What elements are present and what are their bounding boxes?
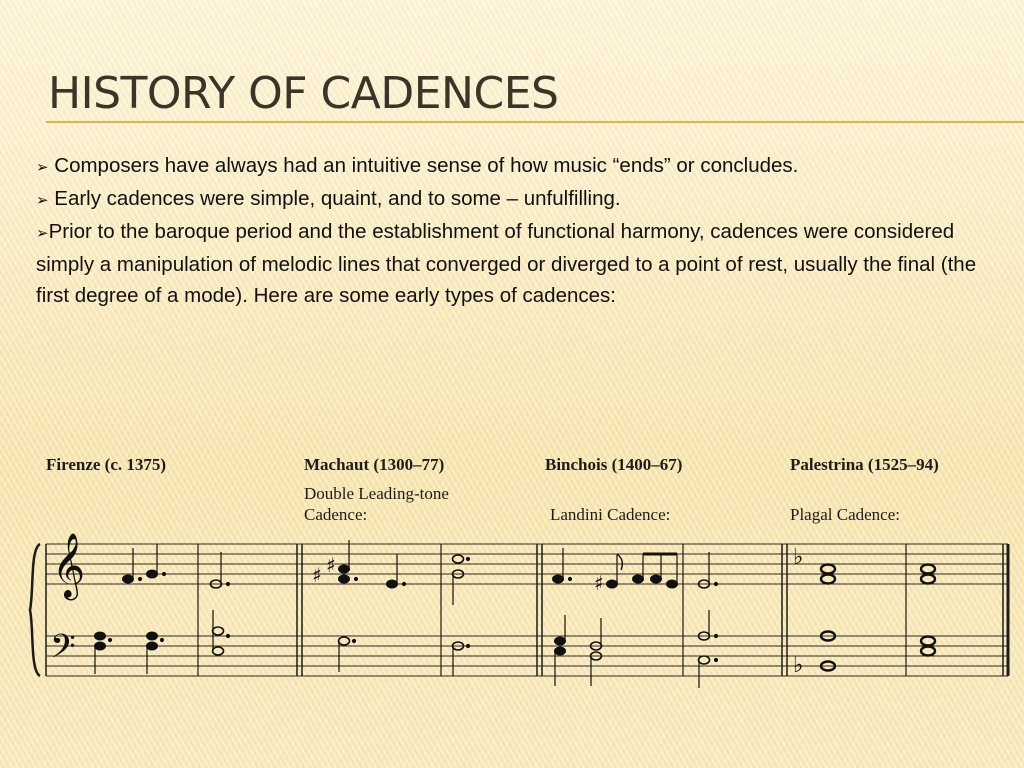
treble-clef-icon: 𝄞 <box>52 533 86 598</box>
slide-title: HISTORY OF CADENCES <box>48 68 559 119</box>
note-head <box>213 627 224 635</box>
note-head <box>607 580 618 588</box>
note-head <box>555 637 566 645</box>
whole-note <box>821 565 835 574</box>
arrowhead-bullet-icon: ➢ <box>36 224 49 242</box>
example-composer: Binchois (1400–67) <box>545 455 683 474</box>
flat-icon: ♭ <box>793 545 804 570</box>
title-underline <box>46 121 1024 123</box>
bullet-text: Prior to the baroque period and the establishment of functional harmony, cadences were considered simply a manipulation of melodic lines that converged or diverged to a point of rest, usually the final (the first degree of a mode). Here are some early types of cadences: <box>36 220 977 307</box>
example-notes <box>821 565 935 671</box>
note-head <box>555 647 566 655</box>
bullet-text: Early cadences were simple, quaint, and to some – unfulfilling. <box>48 187 621 210</box>
note-head <box>95 632 106 640</box>
treble-staff <box>46 544 1008 584</box>
example-composer: Firenze (c. 1375) <box>46 455 167 474</box>
example-label: Landini Cadence: <box>550 505 671 524</box>
note-head <box>453 555 464 563</box>
note-head <box>651 575 662 583</box>
note-head <box>667 580 678 588</box>
bullet-item <box>36 150 996 183</box>
whole-note <box>921 565 935 574</box>
note-head <box>553 575 564 583</box>
note-head <box>339 575 350 583</box>
whole-note <box>921 575 935 584</box>
music-score-figure <box>0 440 1024 690</box>
example-composer: Palestrina (1525–94) <box>790 455 939 474</box>
example-label: Cadence: <box>304 505 368 524</box>
note-head <box>633 575 644 583</box>
whole-note <box>921 637 935 646</box>
bullet-item <box>36 216 996 311</box>
example-notes <box>553 548 718 688</box>
bass-staff <box>46 636 1008 676</box>
note-head <box>699 656 710 664</box>
note-head <box>339 637 350 645</box>
example-composer: Machaut (1300–77) <box>304 455 445 474</box>
flat-icon: ♭ <box>793 653 804 678</box>
note-head <box>387 580 398 588</box>
example-label: Plagal Cadence: <box>790 505 900 524</box>
sharp-icon: ♯ <box>594 571 604 595</box>
note-head <box>95 642 106 650</box>
whole-note <box>921 647 935 656</box>
note-head <box>147 642 158 650</box>
sharp-icon: ♯ <box>326 553 336 577</box>
whole-note <box>821 575 835 584</box>
bass-clef-icon: 𝄢 <box>50 628 76 674</box>
note-head <box>147 632 158 640</box>
arrowhead-bullet-icon: ➢ <box>36 191 49 209</box>
example-label: Double Leading-tone <box>304 484 449 503</box>
arrowhead-bullet-icon: ➢ <box>36 158 49 176</box>
note-head <box>339 565 350 573</box>
grand-staff-brace <box>30 544 40 676</box>
bullet-list <box>36 150 996 311</box>
bullet-item <box>36 183 996 216</box>
note-head <box>213 647 224 655</box>
note-head <box>147 570 158 578</box>
note-head <box>123 575 134 583</box>
dot <box>138 577 141 580</box>
sharp-icon: ♯ <box>312 563 322 587</box>
bullet-text: Composers have always had an intuitive sense of how music “ends” or concludes. <box>48 154 799 177</box>
